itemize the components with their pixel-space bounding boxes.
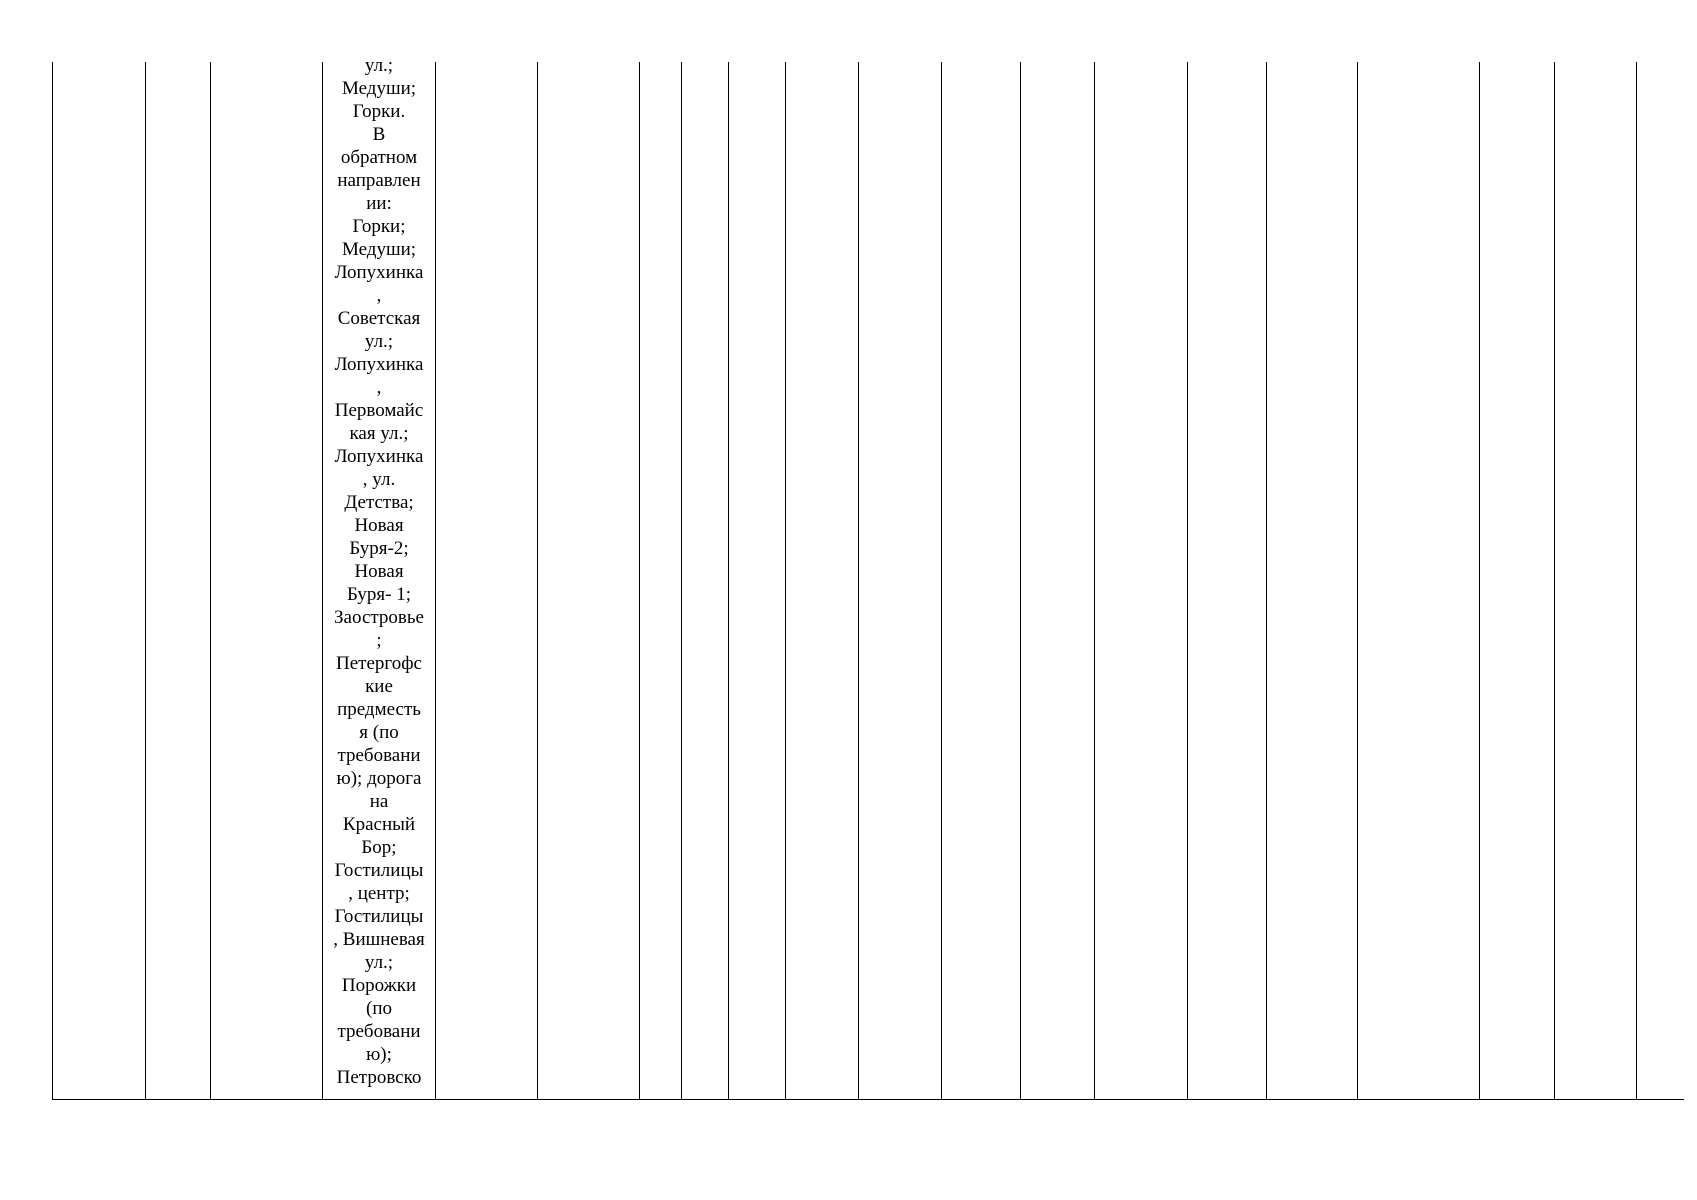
route-stop-line: ии: [366, 193, 392, 214]
route-stop-line: направлен [337, 170, 421, 191]
column-divider [1020, 62, 1021, 1100]
route-stop-line: Красный [342, 814, 416, 835]
route-stop-line: кая ул.; [349, 423, 409, 444]
route-stop-line: Горки; [352, 216, 406, 237]
column-divider [728, 62, 729, 1100]
column-divider [145, 62, 146, 1100]
route-stop-line: Горки. [352, 101, 406, 122]
route-stop-line: Буря-2; [349, 538, 409, 559]
route-stop-line: ю); дорога [336, 768, 422, 789]
column-divider [681, 62, 682, 1100]
route-stop-line: Гостилицы [334, 906, 424, 927]
route-stop-line: ул.; [364, 62, 394, 76]
column-divider [1357, 62, 1358, 1100]
column-divider [785, 62, 786, 1100]
route-stop-line: требовани [337, 745, 421, 766]
route-stop-line: , Вишневая [333, 929, 425, 950]
column-divider [435, 62, 436, 1100]
route-stop-line: ул.; [364, 331, 394, 352]
column-divider [1636, 62, 1637, 1100]
route-stop-line: Порожки [341, 975, 417, 996]
column-divider [1094, 62, 1095, 1100]
route-stop-line: предместь [337, 699, 421, 720]
route-stop-line: Новая [354, 515, 404, 536]
route-stop-line: ; [376, 630, 382, 651]
route-stop-line: Лопухинка [334, 354, 424, 375]
route-stop-line: , [376, 377, 382, 398]
route-stop-line: кие [365, 676, 393, 697]
route-stop-line: Буря- 1; [346, 584, 412, 605]
route-stop-line: Детства; [344, 492, 414, 513]
column-divider [941, 62, 942, 1100]
route-stops-cell [323, 62, 435, 1098]
route-stop-line: Петровско [336, 1067, 422, 1088]
column-divider [537, 62, 538, 1100]
table-grid [52, 62, 1684, 1100]
route-stop-line: Гостилицы [334, 860, 424, 881]
route-stop-line: ул.; [364, 952, 394, 973]
route-stop-line: Первомайс [334, 400, 424, 421]
route-stop-line: я (по [359, 722, 399, 743]
route-stop-line: Медуши; [341, 239, 417, 260]
route-stop-line: Лопухинка [334, 262, 424, 283]
route-stop-line: требовани [337, 1021, 421, 1042]
column-divider [210, 62, 211, 1100]
column-divider [1479, 62, 1480, 1100]
route-stop-line: (по [366, 998, 392, 1019]
column-divider [1187, 62, 1188, 1100]
route-stop-line: Медуши; [341, 78, 417, 99]
route-stop-line: Заостровье [334, 607, 424, 628]
route-stop-line: Советская [337, 308, 421, 329]
route-stop-line: , [376, 285, 382, 306]
route-stop-line: В [372, 124, 386, 145]
route-stop-line: ю); [366, 1044, 392, 1065]
route-stop-line: Лопухинка [334, 446, 424, 467]
route-stops-list [323, 62, 435, 1089]
column-divider [1554, 62, 1555, 1100]
column-divider [858, 62, 859, 1100]
route-stop-line: Новая [354, 561, 404, 582]
route-stop-line: , центр; [348, 883, 410, 904]
column-divider [1266, 62, 1267, 1100]
column-divider [639, 62, 640, 1100]
route-stop-line: , ул. [362, 469, 396, 490]
route-stop-line: обратном [340, 147, 418, 168]
route-stop-line: на [369, 791, 389, 812]
route-stop-line: Бор; [361, 837, 397, 858]
route-stop-line: Петергофс [336, 653, 422, 674]
